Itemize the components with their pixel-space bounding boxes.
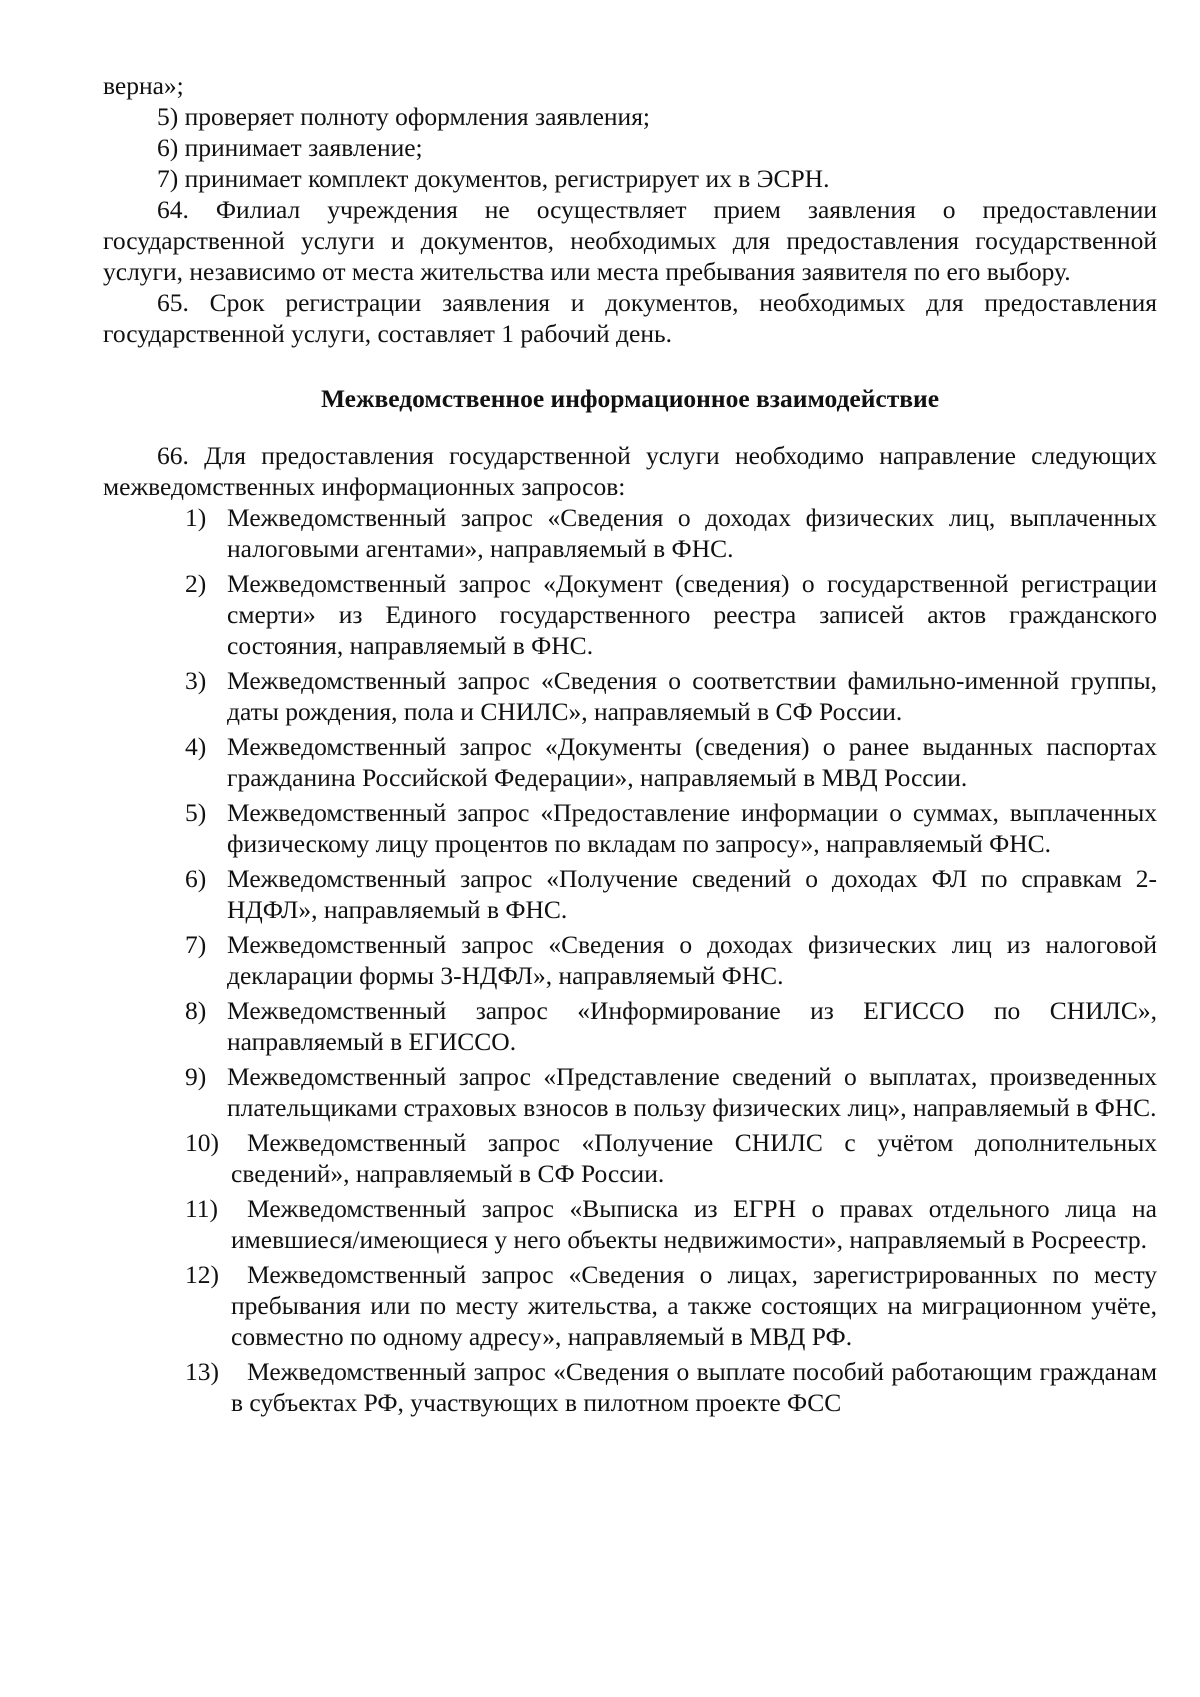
- list-item: [103, 929, 1157, 991]
- list-item-text: Межведомственный запрос «Получение сведений о доходах ФЛ по справкам 2-НДФЛ», направляемый в ФНС.: [227, 864, 1157, 924]
- list-item: [103, 863, 1157, 925]
- list-item-number: 9): [185, 1062, 207, 1091]
- list-item: [103, 1259, 1157, 1352]
- list-item-text: Межведомственный запрос «Информирование из ЕГИССО по СНИЛС», направляемый в ЕГИССО.: [227, 996, 1157, 1056]
- list-item: [103, 1127, 1157, 1189]
- list-item-text: Межведомственный запрос «Выписка из ЕГРН о правах отдельного лица на имевшиеся/имеющиеся у него объекты недвижимости», направляемый в Росреестр.: [231, 1194, 1157, 1254]
- list-item-text: Межведомственный запрос «Сведения о доходах физических лиц из налоговой декларации формы 3-НДФЛ», направляемый ФНС.: [227, 930, 1157, 990]
- list-item-number: 11): [185, 1194, 219, 1223]
- list-item: [103, 1193, 1157, 1255]
- list-item: [103, 995, 1157, 1057]
- paragraph-65: 65. Срок регистрации заявления и документов, необходимых для предоставления государственной услуги, составляет 1 рабочий день.: [103, 288, 1157, 348]
- section-heading: Межведомственное информационное взаимодействие: [320, 384, 940, 413]
- list-item-text: Межведомственный запрос «Документы (сведения) о ранее выданных паспортах гражданина Российской Федерации», направляемый в МВД России.: [227, 732, 1157, 792]
- list-item-text: Межведомственный запрос «Предоставление информации о суммах, выплаченных физическому лицу процентов по вкладам по запросу», направляемый ФНС.: [227, 798, 1157, 858]
- list-item-number: 5): [185, 798, 207, 827]
- list-item-number: 8): [185, 996, 207, 1025]
- action-step-7: 7) принимает комплект документов, регистрирует их в ЭСРН.: [157, 164, 830, 193]
- list-item-number: 1): [185, 503, 207, 532]
- list-item-text: Межведомственный запрос «Сведения о лицах, зарегистрированных по месту пребывания или по месту жительства, а также состоящих на миграционном учёте, совместно по одному адресу», направляемый в МВД РФ.: [231, 1260, 1157, 1351]
- paragraph-64: 64. Филиал учреждения не осуществляет прием заявления о предоставлении государственной услуги и документов, необходимых для предоставления государственной услуги, независимо от места жительства или места пребывания заявителя по его выбору.: [103, 195, 1157, 286]
- list-item-text: Межведомственный запрос «Сведения о доходах физических лиц, выплаченных налоговыми агентами», направляемый в ФНС.: [227, 503, 1157, 563]
- list-item-text: Межведомственный запрос «Представление сведений о выплатах, произведенных плательщиками страховых взносов в пользу физических лиц», направляемый в ФНС.: [227, 1062, 1157, 1122]
- list-item-text: Межведомственный запрос «Сведения о выплате пособий работающим гражданам в субъектах РФ, участвующих в пилотном проекте ФСС: [231, 1357, 1157, 1417]
- action-step-5: 5) проверяет полноту оформления заявления;: [157, 102, 651, 131]
- list-item: [103, 1356, 1157, 1418]
- list-item-number: 2): [185, 569, 207, 598]
- request-list: [103, 502, 1157, 1418]
- list-item-number: 7): [185, 930, 207, 959]
- list-item-text: Межведомственный запрос «Получение СНИЛС с учётом дополнительных сведений», направляемый в СФ России.: [231, 1128, 1157, 1188]
- list-item: [103, 731, 1157, 793]
- document-page: [103, 70, 1157, 1422]
- list-item: [103, 665, 1157, 727]
- list-item-number: 4): [185, 732, 207, 761]
- continuation-line: верна»;: [103, 71, 184, 100]
- list-item-number: 12): [185, 1260, 219, 1289]
- list-item: [103, 568, 1157, 661]
- list-item-number: 6): [185, 864, 207, 893]
- list-item: [103, 1061, 1157, 1123]
- list-item-text: Межведомственный запрос «Сведения о соответствии фамильно-именной группы, даты рождения, пола и СНИЛС», направляемый в СФ России.: [227, 666, 1157, 726]
- list-item-text: Межведомственный запрос «Документ (сведения) о государственной регистрации смерти» из Единого государственного реестра записей актов гражданского состояния, направляемый в ФНС.: [227, 569, 1157, 660]
- list-item-number: 10): [185, 1128, 219, 1157]
- list-item-number: 13): [185, 1357, 219, 1386]
- list-item-number: 3): [185, 666, 207, 695]
- list-item: [103, 797, 1157, 859]
- list-item: [103, 502, 1157, 564]
- paragraph-66: 66. Для предоставления государственной услуги необходимо направление следующих межведомственных информационных запросов:: [103, 441, 1157, 501]
- action-step-6: 6) принимает заявление;: [157, 133, 423, 162]
